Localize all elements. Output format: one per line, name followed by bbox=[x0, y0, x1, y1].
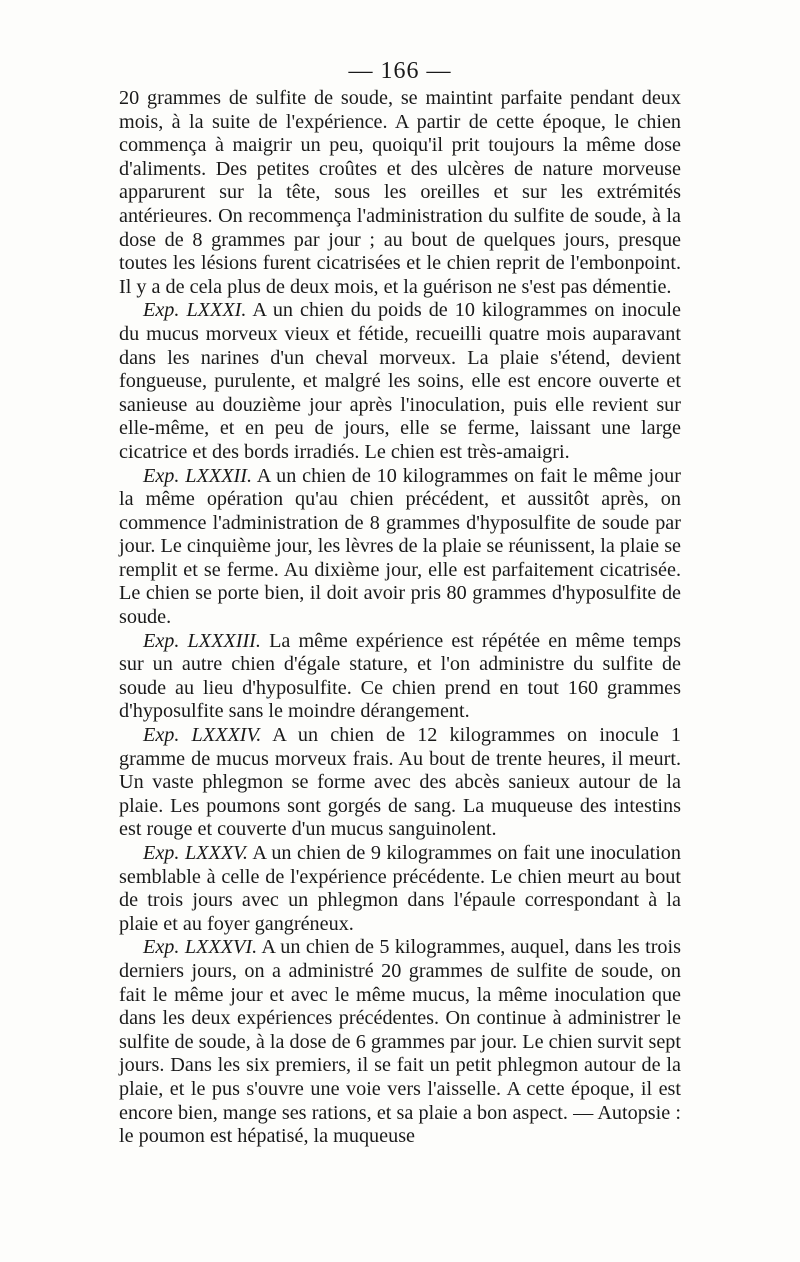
paragraph-text: A un chien de 5 kilogrammes, auquel, dans les trois derniers jours, on a administré 20 grammes de sulfite de soude, on fait le même jour et avec le même mucus, la même inoculation que dans les deux expériences précédentes. On continue à administrer le sulfite de soude, à la dose de 6 grammes par jour. Le chien survit sept jours. Dans les six premiers, il se fait un petit phlegmon autour de la plaie, et le pus s'ouvre une voie vers l'aisselle. A cette époque, il est encore bien, mange ses rations, et sa plaie a bon aspect. — Autopsie : le poumon est hépatisé, la muqueuse bbox=[119, 936, 681, 1148]
experiment-label: Exp. LXXXV. bbox=[143, 842, 248, 864]
paragraph bbox=[119, 724, 681, 842]
paragraph-text: A un chien de 10 kilogrammes on fait le même jour la même opération qu'au chien précédent, et aussitôt après, on commence l'administration de 8 grammes d'hyposulfite de soude par jour. Le cinquième jour, les lèvres de la plaie se réunissent, la plaie se remplit et se ferme. Au dixième jour, elle est parfaitement cicatrisée. Le chien se porte bien, il doit avoir pris 80 grammes d'hyposulfite de soude. bbox=[119, 464, 682, 629]
paragraph-text: La même expérience est répétée en même temps sur un autre chien d'égale stature, et l'on administre du sulfite de soude au lieu d'hyposulfite. Ce chien prend en tout 160 grammes d'hyposulfite sans le moindre dérangement. bbox=[119, 629, 682, 723]
paragraph-text: 20 grammes de sulfite de soude, se maintint parfaite pendant deux mois, à la suite de l'expérience. A partir de cette époque, le chien commença à maigrir un peu, quoiqu'il prit toujours la même dose d'aliments. Des petites croûtes et des ulcères de nature morveuse apparurent sur la tête, sous les oreilles et sur les extrémités antérieures. On recommença l'administration du sulfite de soude, à la dose de 8 grammes par jour ; au bout de quelques jours, presque toutes les lésions furent cicatrisées et le chien reprit de l'embonpoint. Il y a de cela plus de deux mois, et la guérison ne s'est pas démentie. bbox=[119, 87, 681, 298]
experiment-label: Exp. LXXXVI. bbox=[143, 936, 258, 959]
paragraph-text: A un chien de 12 kilogrammes on inocule 1 gramme de mucus morveux frais. Au bout de trente heures, il meurt. Un vaste phlegmon se forme avec des abcès sanieux autour de la plaie. Les poumons sont gorgés de sang. La muqueuse des intestins est rouge et couverte d'un mucus sanguinolent. bbox=[119, 724, 681, 841]
experiment-label: Exp. LXXXII. bbox=[143, 464, 253, 487]
paragraph-text: A un chien du poids de 10 kilogrammes on inocule du mucus morveux vieux et fétide, recueilli quatre mois auparavant dans les narines d'un cheval morveux. La plaie s'étend, devient fongueuse, purulente, et malgré les soins, elle est encore ouverte et sanieuse au douzième jour après l'inoculation, puis elle revient sur elle-même, et en peu de jours, elle se ferme, laissant une large cicatrice et des bords irradiés. Le chien est très-amaigri. bbox=[119, 299, 681, 463]
paragraph bbox=[119, 842, 681, 936]
paragraph bbox=[119, 87, 681, 299]
experiment-label: Exp. LXXXI. bbox=[143, 299, 247, 322]
experiment-label: Exp. LXXXIII. bbox=[143, 629, 261, 652]
body-text bbox=[119, 87, 681, 1149]
experiment-label: Exp. LXXXIV. bbox=[143, 724, 262, 747]
paragraph bbox=[119, 936, 681, 1148]
paragraph bbox=[119, 630, 681, 724]
page-number: — 166 — bbox=[348, 58, 452, 84]
paragraph-text: A un chien de 9 kilogrammes on fait une inoculation semblable à celle de l'expérience précédente. Le chien meurt au bout de trois jours avec un phlegmon dans l'épaule correspondant à la plaie et au foyer gangréneux. bbox=[119, 842, 681, 935]
paragraph bbox=[119, 299, 681, 464]
paragraph bbox=[119, 465, 681, 630]
